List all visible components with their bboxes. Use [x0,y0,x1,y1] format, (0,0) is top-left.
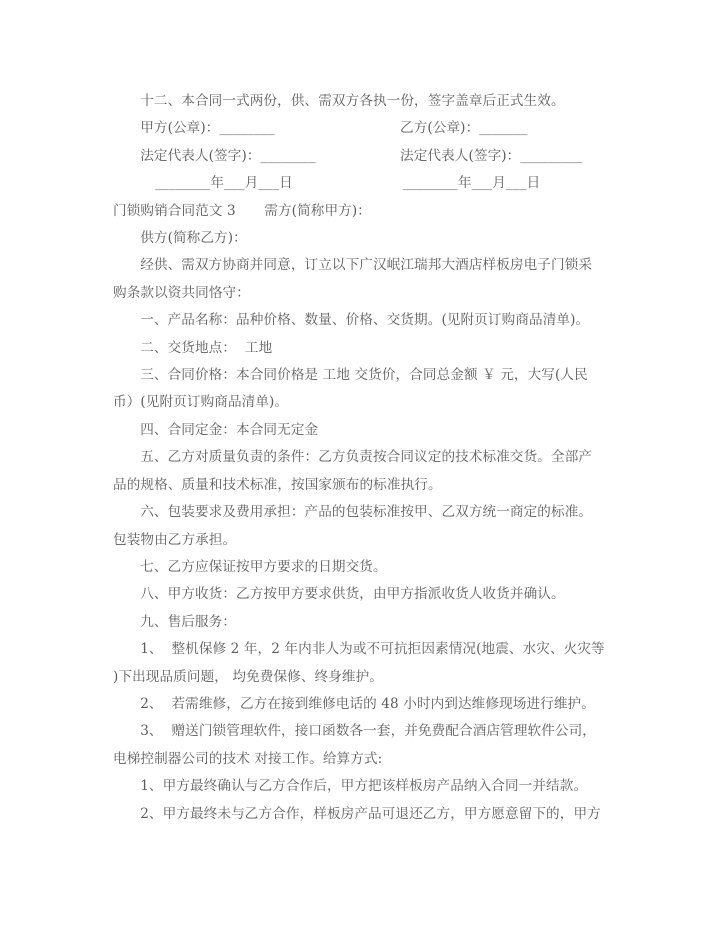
clause-9: 九、售后服务： [140,613,237,630]
section-title-row [113,198,621,225]
party-b-representative-field: 法定代表人(签字)：_________ [400,147,583,164]
clause-3-continuation: 币）(见附页订购商品清单)。 [113,394,289,411]
party-a-representative-field: 法定代表人(签字)：________ [140,147,316,164]
after-sales-item-3: 3、 赠送门锁管理软件，接口函数各一套，并免费配合酒店管理软件公司， [140,723,596,740]
settlement-item-1: 1、甲方最终确认与乙方合作后，甲方把该样板房产品纳入合同一并结款。 [140,778,588,795]
closing-clause-paragraph: 十二、本合同一式两份，供、需双方各执一份，签字盖章后正式生效。 [140,93,565,109]
party-b-date-field: ________年___月___日 [402,175,541,192]
clause-3: 三、合同价格：本合同价格是 工地 交货价，合同总金额 ￥ 元，大写(人民 [140,367,588,384]
preamble-line-1: 经供、需双方协商并同意，订立以下广汉岷江瑞邦大酒店样板房电子门锁采 [140,257,593,274]
clause-1: 一、产品名称：品种价格、数量、价格、交货期。(见附页订购商品清单)。 [140,312,590,329]
clause-6-continuation: 包装物由乙方承担。 [113,531,237,548]
party-a-date-field: ________年___月___日 [155,175,293,192]
demand-party-label: 需方(简称甲方)： [264,202,371,219]
clause-2: 二、交货地点： 工地 [140,339,273,356]
section-title: 门锁购销合同范文 3 [113,202,236,219]
after-sales-item-1-continuation: )下出现品质问题， 均免费保修、终身维护。 [113,668,384,685]
clause-5: 五、乙方对质量负责的条件：乙方负责按合同议定的技术标准交货。全部产 [140,449,593,466]
signature-representative-row [113,143,621,170]
clause-8: 八、甲方收货：乙方按甲方要求供货，由甲方指派收货人收货并确认。 [140,586,565,603]
clause-6: 六、包装要求及费用承担：产品的包装标准按甲、乙双方统一商定的标准。 [140,504,593,521]
party-b-seal-field: 乙方(公章)：_______ [400,120,528,137]
after-sales-item-1: 1、 整机保修 2 年，2 年内非人为或不可抗拒因素情况(地震、水灾、火灾等 [140,641,605,658]
after-sales-item-3-continuation: 电梯控制器公司的技术 对接工作。给算方式: [113,750,383,767]
signature-seal-row [113,115,621,142]
clause-4: 四、合同定金：本合同无定金 [140,421,319,438]
party-a-seal-field: 甲方(公章)：________ [140,120,275,137]
settlement-item-2: 2、甲方最终未与乙方合作，样板房产品可退还乙方，甲方愿意留下的，甲方 [140,805,601,822]
after-sales-item-2: 2、 若需维修，乙方在接到维修电话的 48 小时内到达维修现场进行维护。 [140,695,595,712]
clause-7: 七、乙方应保证按甲方要求的日期交货。 [140,558,387,575]
supply-party-label: 供方(简称乙方)： [140,230,247,247]
signature-date-row [113,170,621,197]
clause-5-continuation: 品的规格、质量和技术标准，按国家颁布的标准执行。 [113,476,442,493]
preamble-line-2: 购条款以资共同恪守： [113,284,250,301]
document-text-body [113,88,621,828]
